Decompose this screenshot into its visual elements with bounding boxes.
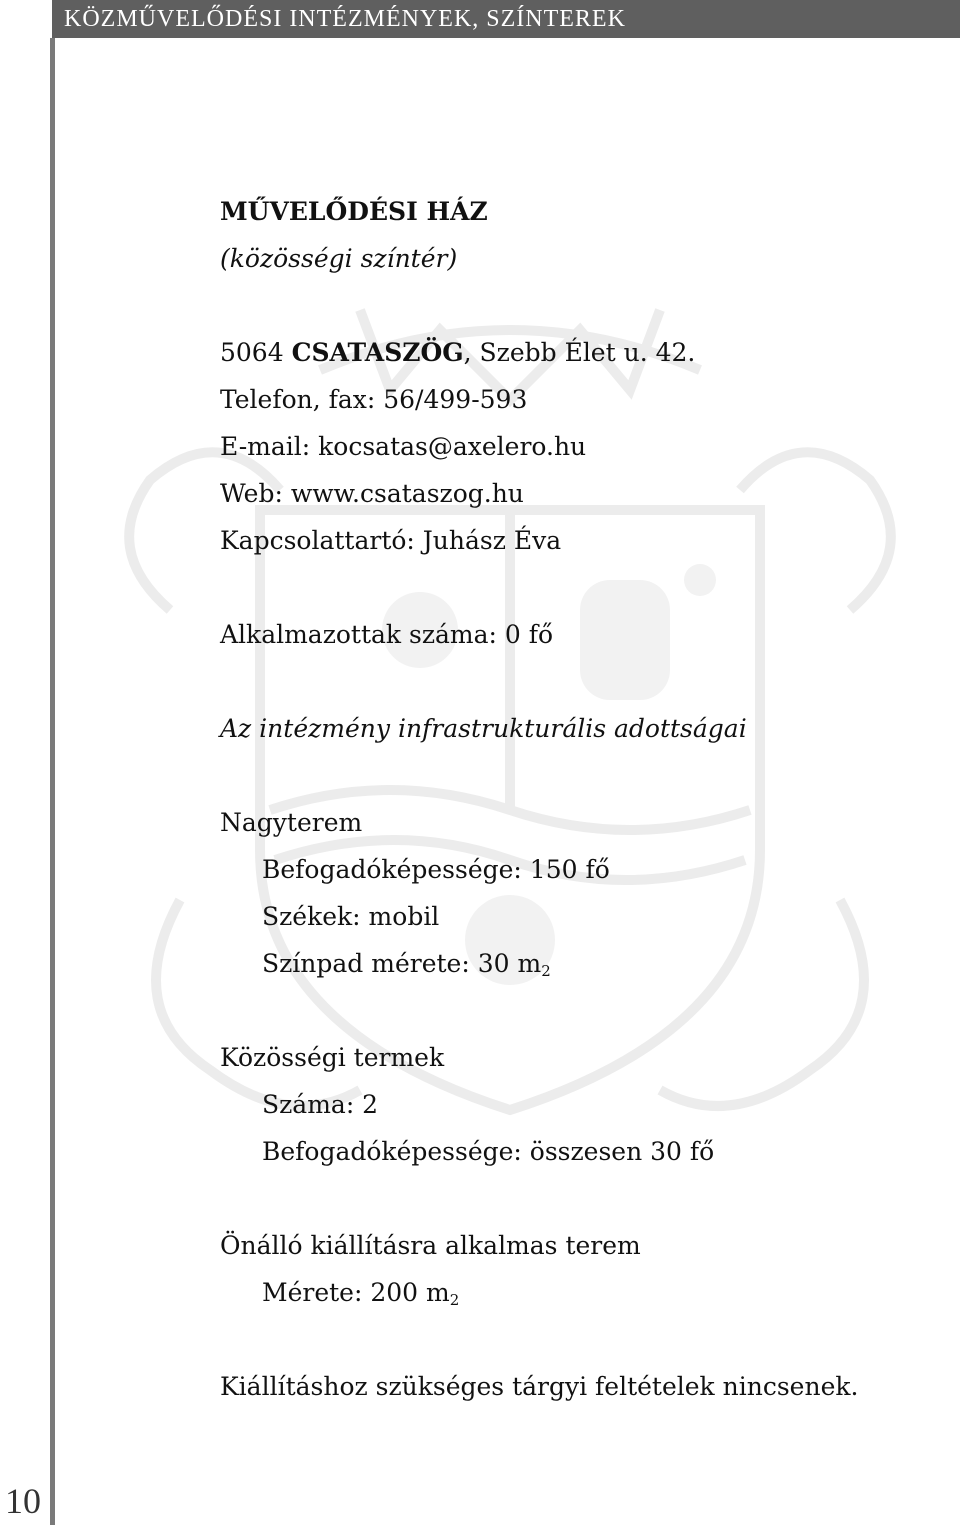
superscript-unit: 2 xyxy=(449,1291,460,1309)
closing-statement: Kiállításhoz szükséges tárgyi feltételek nincsenek. xyxy=(220,1372,859,1401)
spacer xyxy=(220,752,940,799)
kozossegi-count: Száma: 2 xyxy=(262,1090,379,1119)
spacer xyxy=(220,1175,940,1222)
spacer xyxy=(220,282,940,329)
kiallitas-size-text: Mérete: 200 m xyxy=(262,1278,450,1307)
address-city: CSATASZÖG xyxy=(291,338,464,367)
section-subtitle: (közösségi színtér) xyxy=(220,244,458,273)
kiallitas-size xyxy=(220,1269,940,1316)
header-title: KÖZMŰVELŐDÉSI INTÉZMÉNYEK, SZÍNTEREK xyxy=(64,6,626,32)
phone-line: Telefon, fax: 56/499-593 xyxy=(220,385,528,414)
header-bar xyxy=(52,0,960,38)
kozossegi-capacity: Befogadóképessége: összesen 30 fő xyxy=(262,1137,715,1166)
nagyterem-seats: Székek: mobil xyxy=(262,902,440,931)
spacer xyxy=(220,564,940,611)
spacer xyxy=(220,987,940,1034)
nagyterem-label: Nagyterem xyxy=(220,808,363,837)
address-line xyxy=(220,329,940,376)
page-number: 10 xyxy=(5,1481,41,1521)
contact-person-line: Kapcsolattartó: Juhász Éva xyxy=(220,526,562,555)
nagyterem-capacity: Befogadóképessége: 150 fő xyxy=(262,855,610,884)
web-line: Web: www.csataszog.hu xyxy=(220,479,524,508)
kozossegi-label: Közösségi termek xyxy=(220,1043,445,1072)
nagyterem-stage xyxy=(220,940,940,987)
spacer xyxy=(220,658,940,705)
document-body xyxy=(220,188,940,1410)
kiallitas-label: Önálló kiállításra alkalmas terem xyxy=(220,1231,641,1260)
email-line: E-mail: kocsatas@axelero.hu xyxy=(220,432,587,461)
staff-count-line: Alkalmazottak száma: 0 fő xyxy=(220,620,554,649)
address-postcode: 5064 xyxy=(220,338,284,367)
address-street: , Szebb Élet u. 42. xyxy=(463,338,696,367)
superscript-unit: 2 xyxy=(541,962,551,980)
infrastructure-heading: Az intézmény infrastrukturális adottságai xyxy=(220,714,747,743)
section-title: MŰVELŐDÉSI HÁZ xyxy=(220,197,488,226)
left-margin-rule xyxy=(50,38,55,1525)
nagyterem-stage-text: Színpad mérete: 30 m xyxy=(262,949,542,978)
spacer xyxy=(220,1316,940,1363)
